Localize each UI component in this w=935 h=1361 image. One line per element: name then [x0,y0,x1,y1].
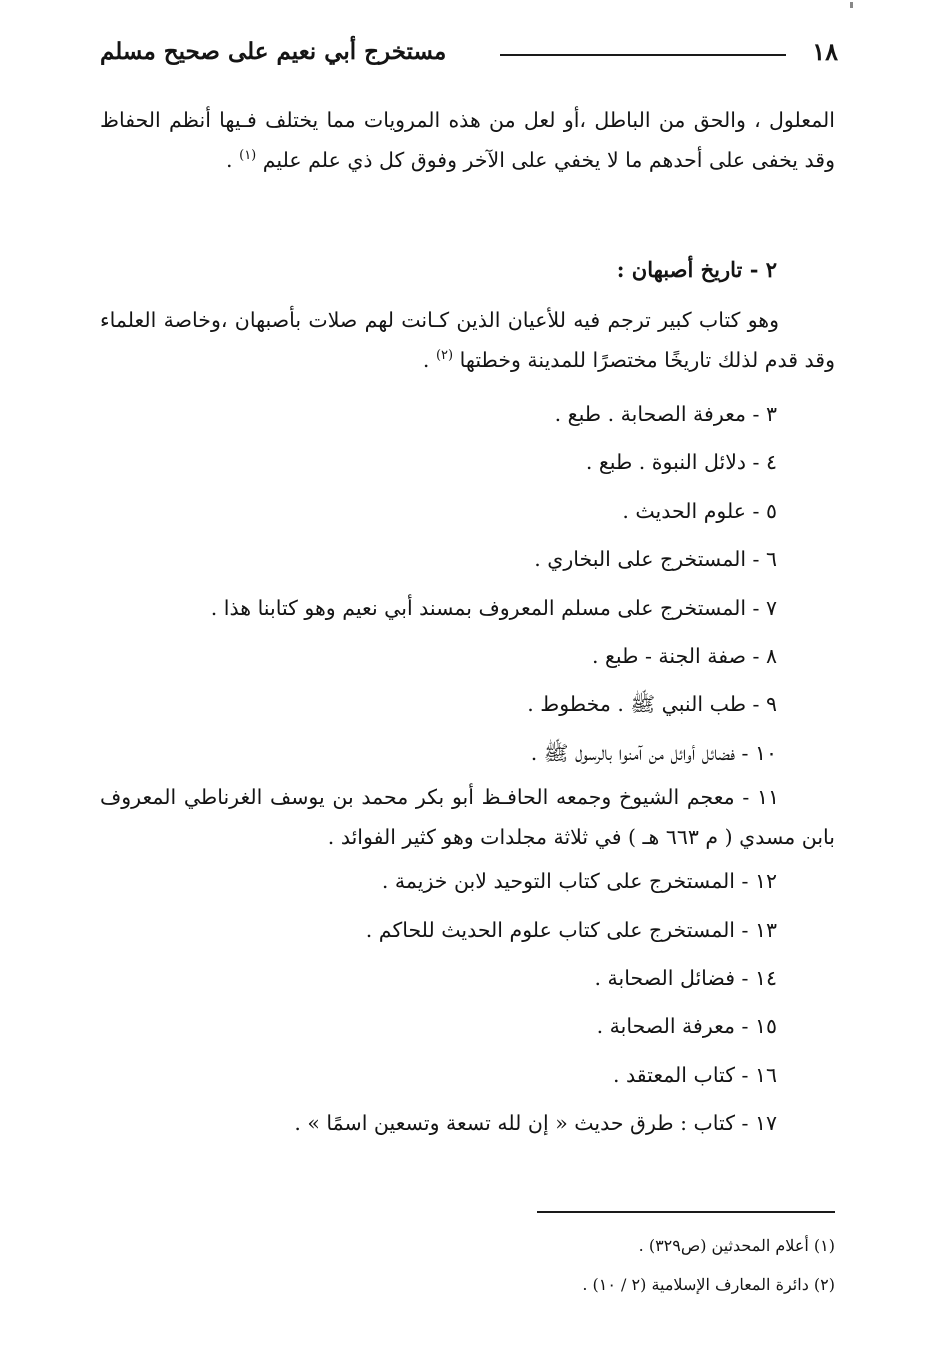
work-item: ١٣ - المستخرج على كتاب علوم الحديث للحاكم . [365,917,777,942]
section-text: وهو كتاب كبير ترجم فيه للأعيان الذين كـانت لهم صلات بأصبهان ،وخاصة العلماء وقد قدم لذلك تاريخًا مختصرًا للمدينة وخطتها [100,308,835,372]
intro-end: . [226,148,233,172]
intro-text: المعلول ، والحق من الباطل ،أو لعل من هذه المرويات مما يختلف فـيها أنظم الحفاظ وقد يخفى على أحدهم ما لا يخفي على الآخر وفوق كل ذي علم عليم [100,108,835,172]
running-title: مستخرج أبي نعيم على صحيح مسلم [100,38,447,65]
work-item: ١٧ - كتاب : طرق حديث « إن لله تسعة وتسعين اسمًا » . [294,1111,777,1136]
work-item: ٤ - دلائل النبوة . طبع . [585,450,777,475]
footnote-ref-1[interactable]: (١) [239,148,257,164]
footnote-rule [537,1211,835,1213]
section-end: . [422,348,430,372]
page-number: ١٨ [812,37,838,66]
footnote-2: (٢) دائرة المعارف الإسلامية (٢ / ١٠) . [582,1275,835,1294]
footnote-1: (١) أعلام المحدثين (ص٣٢٩) . [638,1236,835,1255]
work-item: ٣ - معرفة الصحابة . طبع . [554,402,777,426]
section-paragraph [100,300,835,380]
work-item: ٦ - المستخرج على البخاري . [534,547,777,572]
work-item: ٥ - علوم الحديث . [622,498,777,523]
intro-paragraph [100,100,835,180]
page-header [100,32,838,72]
work-item: ١٤ - فضائل الصحابة . [594,966,777,991]
work-item: ١٥ - معرفة الصحابة . [596,1014,777,1039]
scan-mark [850,2,853,8]
work-item: ١٢ - المستخرج على كتاب التوحيد لابن خزيمة . [381,869,777,894]
work-item: ٨ - صفة الجنة - طبع . [591,644,777,669]
work-item: ١١ - معجم الشيوخ وجمعه الحافـظ أبو بكر محمد بن يوسف الغرناطي المعروف بابن مسدي ( م ٦٦٣ هـ ) في ثلاثة مجلدات وهو كثير الفوائد . [100,785,835,850]
footnote-ref-2[interactable]: (٢) [435,348,454,364]
work-item: ٩ - طب النبي ﷺ . مخطوط . [527,692,777,717]
work-item: ١٦ - كتاب المعتقد . [612,1062,777,1087]
header-rule [500,54,786,56]
section-heading: ٢ - تاريخ أصبهان : [616,257,777,282]
works-list [100,390,835,1148]
work-item: ٧ - المستخرج على مسلم المعروف بمسند أبي نعيم وهو كتابنا هذا . [210,595,777,620]
work-item: ١٠ - فضائل أوائل من آمنوا بالرسول ﷺ . [530,740,777,765]
